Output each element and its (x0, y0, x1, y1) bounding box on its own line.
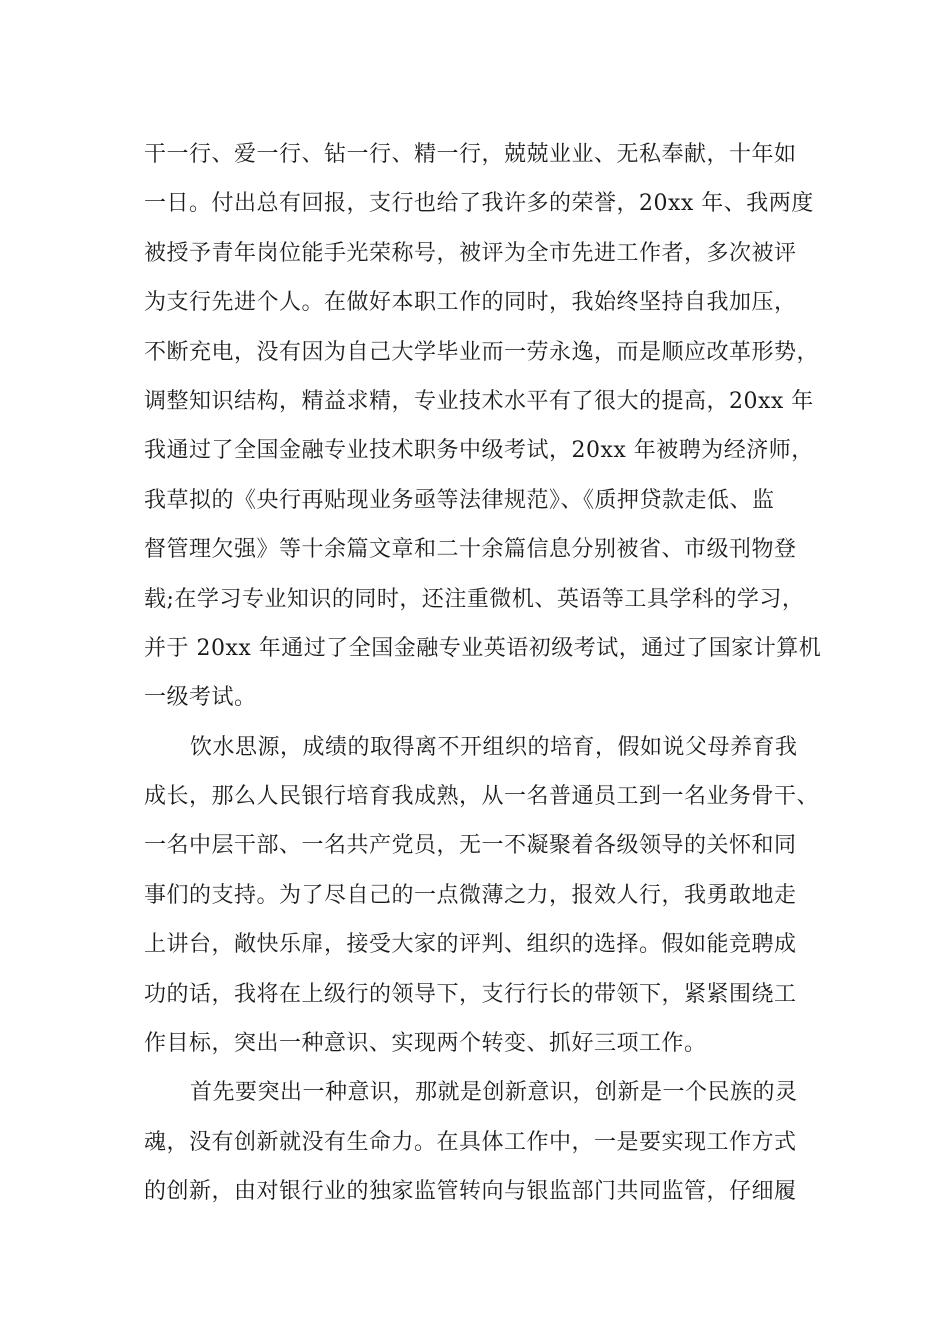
paragraph-3 (144, 1068, 824, 1216)
text-line: 被授予青年岗位能手光荣称号，被评为全市先进工作者，多次被评 (144, 240, 797, 266)
text-line: 的创新，由对银行业的独家监管转向与银监部门共同监管，仔细履 (144, 1179, 797, 1205)
text-line: 首先要突出一种意识，那就是创新意识，创新是一个民族的灵 (190, 1080, 798, 1106)
text-line: 我通过了全国金融专业技术职务中级考试，20xx 年被聘为经济师， (144, 438, 814, 464)
text-line: 一名中层干部、一名共产党员，无一不凝聚着各级领导的关怀和同 (144, 833, 797, 859)
text-line: 载;在学习专业知识的同时，还注重微机、英语等工具学科的学习， (144, 586, 805, 612)
text-line: 我草拟的《央行再贴现业务亟等法律规范》、《质押贷款走低、监 (144, 487, 775, 513)
document-body (144, 130, 824, 1217)
text-line: 上讲台，敞快乐扉，接受大家的评判、组织的选择。假如能竞聘成 (144, 932, 797, 958)
text-line: 一日。付出总有回报，支行也给了我许多的荣誉，20xx 年、我两度 (144, 191, 814, 217)
text-line: 不断充电，没有因为自己大学毕业而一劳永逸，而是顺应改革形势， (144, 339, 820, 365)
text-line: 干一行、爱一行、钻一行、精一行，兢兢业业、无私奉献，十年如 (144, 142, 797, 167)
paragraph-1 (144, 130, 824, 723)
paragraph-2 (144, 723, 824, 1069)
text-line: 调整知识结构，精益求精，专业技术水平有了很大的提高，20xx 年 (144, 388, 814, 414)
text-line: 为支行先进个人。在做好本职工作的同时，我始终坚持自我加压， (144, 290, 797, 316)
text-line: 饮水思源，成绩的取得离不开组织的培育，假如说父母养育我 (190, 734, 798, 760)
text-line: 督管理欠强》等十余篇文章和二十余篇信息分别被省、市级刊物登 (144, 537, 797, 563)
text-line: 事们的支持。为了尽自己的一点微薄之力，报效人行，我勇敢地走 (144, 882, 797, 908)
text-line: 作目标，突出一种意识、实现两个转变、抓好三项工作。 (144, 1031, 707, 1057)
text-line: 成长，那么人民银行培育我成熟，从一名普通员工到一名业务骨干、 (144, 784, 820, 810)
text-line: 并于 20xx 年通过了全国金融专业英语初级考试，通过了国家计算机 (144, 635, 822, 661)
text-line: 魂，没有创新就没有生命力。在具体工作中，一是要实现工作方式 (144, 1129, 797, 1155)
text-line: 功的话，我将在上级行的领导下，支行行长的带领下，紧紧围绕工 (144, 981, 797, 1007)
text-line: 一级考试。 (144, 685, 257, 711)
